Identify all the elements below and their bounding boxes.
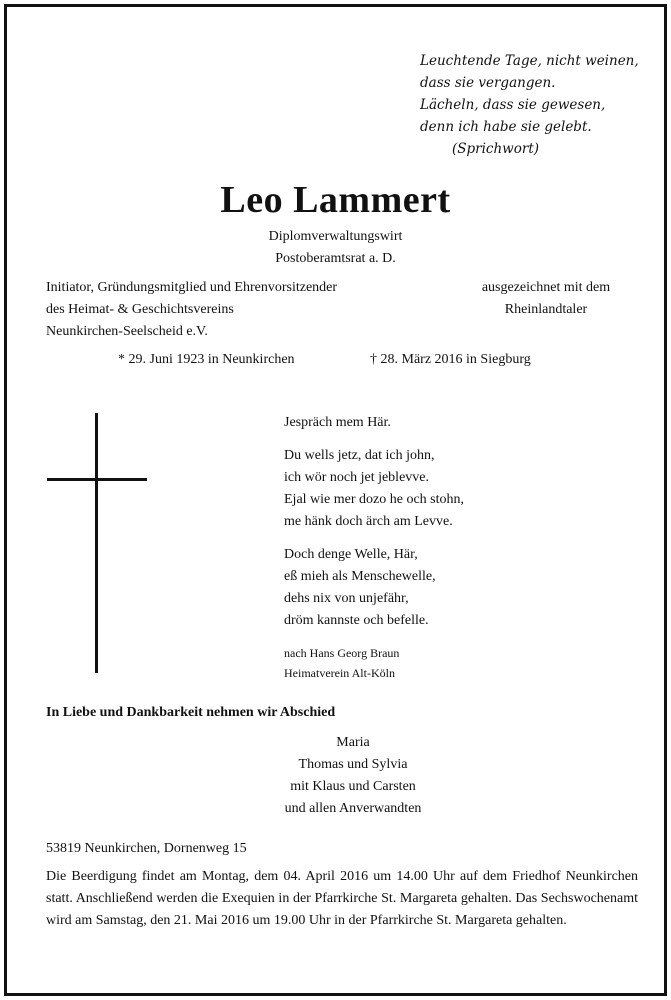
quote-line: Leuchtende Tage, nicht weinen, [420, 53, 639, 69]
mourner-line: und allen Anverwandten [284, 801, 422, 816]
poem-line: dröm kannste och befelle. [284, 613, 429, 628]
award-line: ausgezeichnet mit dem [481, 280, 611, 295]
affiliation [46, 277, 337, 343]
epigraph-quote [420, 50, 650, 160]
poem-line: Doch denge Welle, Här, [284, 547, 418, 562]
affiliation-line: Neunkirchen-Seelscheid e.V. [46, 324, 208, 339]
address: 53819 Neunkirchen, Dornenweg 15 [46, 841, 247, 856]
cross-icon-bar [47, 478, 147, 481]
poem-credit: nach Hans Georg Braun [284, 646, 400, 660]
mourner-line: mit Klaus und Carsten [290, 779, 416, 794]
mourners [0, 732, 671, 820]
farewell-heading: In Liebe und Dankbarkeit nehmen wir Abschied [46, 705, 336, 720]
deceased-name: Leo Lammert [220, 179, 451, 221]
poem-line: dehs nix von unjefähr, [284, 591, 409, 606]
affiliation-line: des Heimat- & Geschichtsvereins [46, 302, 234, 317]
quote-source: (Sprichwort) [452, 141, 540, 157]
mourner-line: Maria [336, 735, 370, 750]
poem-line: eß mieh als Menschewelle, [284, 569, 436, 584]
poem-line: me hänk doch ärch am Levve. [284, 514, 453, 529]
birth-date: * 29. Juni 1923 in Neunkirchen [118, 352, 295, 367]
title-line: Postoberamtsrat a. D. [275, 251, 396, 266]
cross-icon [95, 413, 98, 673]
poem-title: Jespräch mem Här. [284, 415, 391, 430]
funeral-notice: Die Beerdigung findet am Montag, dem 04. April 2016 um 14.00 Uhr auf dem Friedhof Neunkirchen statt. Anschließend werden die Exequien in der Pfarrkirche St. Margareta gehalten. Das Sechswochenamt wird am Samstag, den 21. Mai 2016 um 19.00 Uhr in der Pfarrkirche St. Margareta gehalten. [46, 869, 638, 928]
award-line: Rheinlandtaler [504, 302, 588, 317]
poem-line: Du wells jetz, dat ich john, [284, 448, 435, 463]
affiliation-line: Initiator, Gründungsmitglied und Ehrenvorsitzender [46, 280, 338, 295]
quote-line: Lächeln, dass sie gewesen, [420, 97, 606, 113]
quote-line: denn ich habe sie gelebt. [420, 119, 592, 135]
title-line: Diplomverwaltungswirt [268, 229, 403, 244]
award [470, 277, 622, 321]
poem-credit: Heimatverein Alt-Köln [284, 666, 395, 680]
poem-line: ich wör noch jet jeblevve. [284, 470, 430, 485]
quote-line: dass sie vergangen. [420, 75, 556, 91]
mourner-line: Thomas und Sylvia [298, 757, 408, 772]
poem-line: Ejal wie mer dozo he och stohn, [284, 492, 465, 507]
poem [284, 412, 464, 683]
death-date: † 28. März 2016 in Siegburg [370, 352, 531, 367]
deceased-titles [0, 226, 671, 270]
